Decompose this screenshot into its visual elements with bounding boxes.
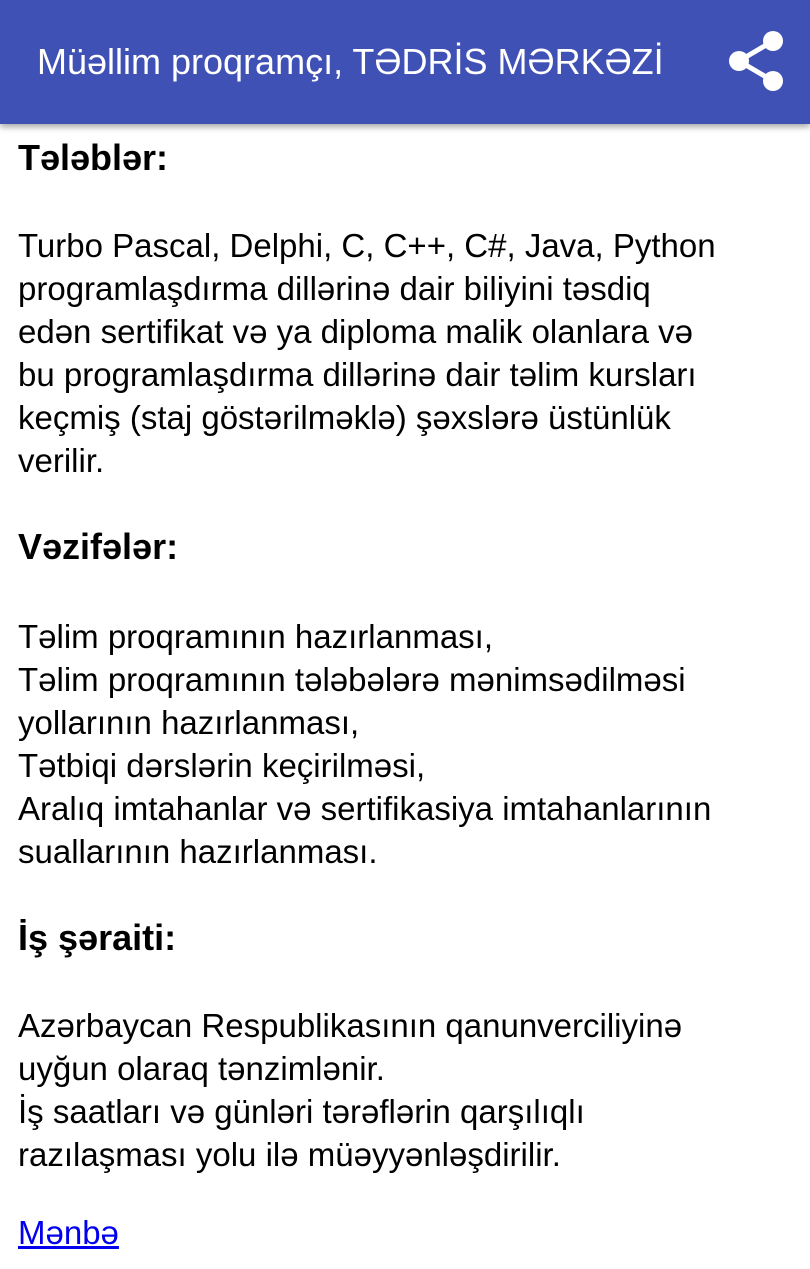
text-line: programlaşdırma dillərinə dair biliyini təsdiq bbox=[18, 270, 651, 307]
text-line: uyğun olaraq tənzimlənir. bbox=[18, 1050, 385, 1087]
text-line: suallarının hazırlanması. bbox=[18, 833, 378, 870]
text-line: razılaşması yolu ilə müəyyənləşdirilir. bbox=[18, 1136, 561, 1173]
text-line: Turbo Pascal, Delphi, C, C++, C#, Java, Python bbox=[18, 227, 716, 264]
duties-heading: Vəzifələr: bbox=[18, 526, 179, 567]
source-link[interactable]: Mənbə bbox=[18, 1214, 119, 1251]
text-line: Tətbiqi dərslərin keçirilməsi, bbox=[18, 747, 426, 784]
text-line: Azərbaycan Respublikasının qanunverciliyinə bbox=[18, 1007, 683, 1044]
share-button[interactable] bbox=[726, 28, 786, 94]
duties-text bbox=[18, 615, 798, 873]
app-bar bbox=[0, 0, 810, 124]
share-icon bbox=[727, 30, 785, 92]
text-line: bu programlaşdırma dillərinə dair təlim kursları bbox=[18, 356, 697, 393]
conditions-heading: İş şəraiti: bbox=[18, 917, 177, 958]
text-line: Təlim proqramının hazırlanması, bbox=[18, 618, 494, 655]
text-line: Təlim proqramının tələbələrə mənimsədilməsi bbox=[18, 661, 686, 698]
conditions-text bbox=[18, 1004, 798, 1176]
page-title: Müəllim proqramçı, TƏDRİS MƏRKƏZİ bbox=[37, 41, 664, 82]
requirements-heading: Tələblər: bbox=[18, 137, 169, 178]
text-line: Aralıq imtahanlar və sertifikasiya imtahanlarının bbox=[18, 790, 712, 827]
text-line: keçmiş (staj göstərilməklə) şəxslərə üstünlük bbox=[18, 399, 671, 436]
requirements-text bbox=[18, 224, 798, 482]
text-line: verilir. bbox=[18, 442, 105, 479]
text-line: İş saatları və günləri tərəflərin qarşılıqlı bbox=[18, 1093, 585, 1130]
text-line: yollarının hazırlanması, bbox=[18, 704, 360, 741]
text-line: edən sertifikat və ya diploma malik olanlara və bbox=[18, 313, 694, 350]
